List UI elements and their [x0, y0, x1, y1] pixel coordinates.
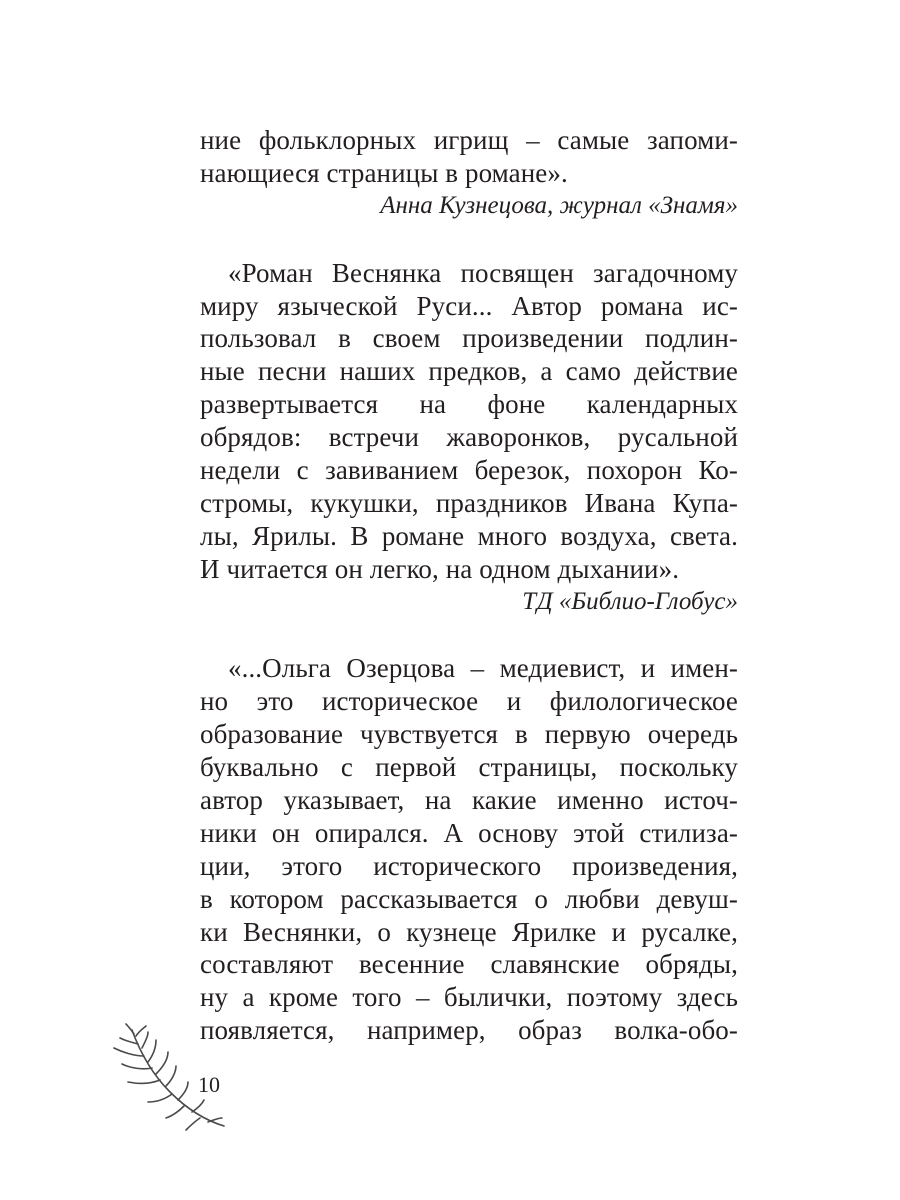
text-line: лы, Ярилы. В романе много воздуха, света. [200, 520, 738, 551]
text-line: «...Ольга Озерцова – медиевист, и имен- [228, 653, 738, 684]
text-line: ции, этого исторического произведения, [200, 850, 738, 881]
text-line: нающиеся страницы в романе». [200, 157, 568, 188]
text-line: И читается он легко, на одном дыхании». [200, 553, 680, 584]
text-line: буквально с первой страницы, поскольку [200, 752, 738, 783]
text-line: автор указывает, на какие именно источ- [200, 785, 738, 816]
text-line: появляется, например, образ волка-обо- [200, 1015, 738, 1046]
text-line: ние фольклорных игрищ – самые запоми- [200, 125, 738, 155]
quote-attribution: ТД «Библио-Глобус» [522, 587, 738, 615]
text-line: ники он опирался. А основу этой стилиза- [200, 817, 738, 848]
text-line: обрядов: встречи жаворонков, русальной [200, 422, 738, 453]
text-line: развертывается на фоне календарных [200, 389, 738, 420]
paragraph-gap [200, 618, 738, 652]
text-line: составляют весенние славянские обряды, [200, 949, 738, 980]
text-line: пользовал в своем произведении подлин- [200, 323, 738, 354]
text-line: стромы, кукушки, праздников Ивана Купа- [200, 487, 738, 518]
quote-block-2 [200, 257, 738, 619]
text-line: в котором рассказывается о любви девуш- [200, 883, 738, 914]
text-line: образование чувствуется в первую очередь [200, 719, 738, 750]
text-line: ну а кроме того – былички, поэтому здесь [200, 982, 738, 1013]
quote-block-1 [200, 124, 738, 223]
paragraph-gap [200, 223, 738, 257]
page-number: 10 [198, 1072, 220, 1097]
text-line: ные песни наших предков, а само действие [200, 356, 738, 387]
text-line: ки Веснянки, о кузнеце Ярилке и русалке, [200, 916, 738, 947]
text-line: миру языческой Руси... Автор романа ис- [200, 290, 738, 321]
text-line: недели с завиванием березок, похорон Ко- [200, 455, 738, 486]
text-line: но это историческое и филологическое [200, 686, 738, 717]
text-line: «Роман Веснянка посвящен загадочному [228, 257, 738, 288]
page-text [200, 124, 738, 1047]
quote-attribution: Анна Кузнецова, журнал «Знамя» [380, 191, 738, 219]
quote-block-3 [200, 652, 738, 1047]
